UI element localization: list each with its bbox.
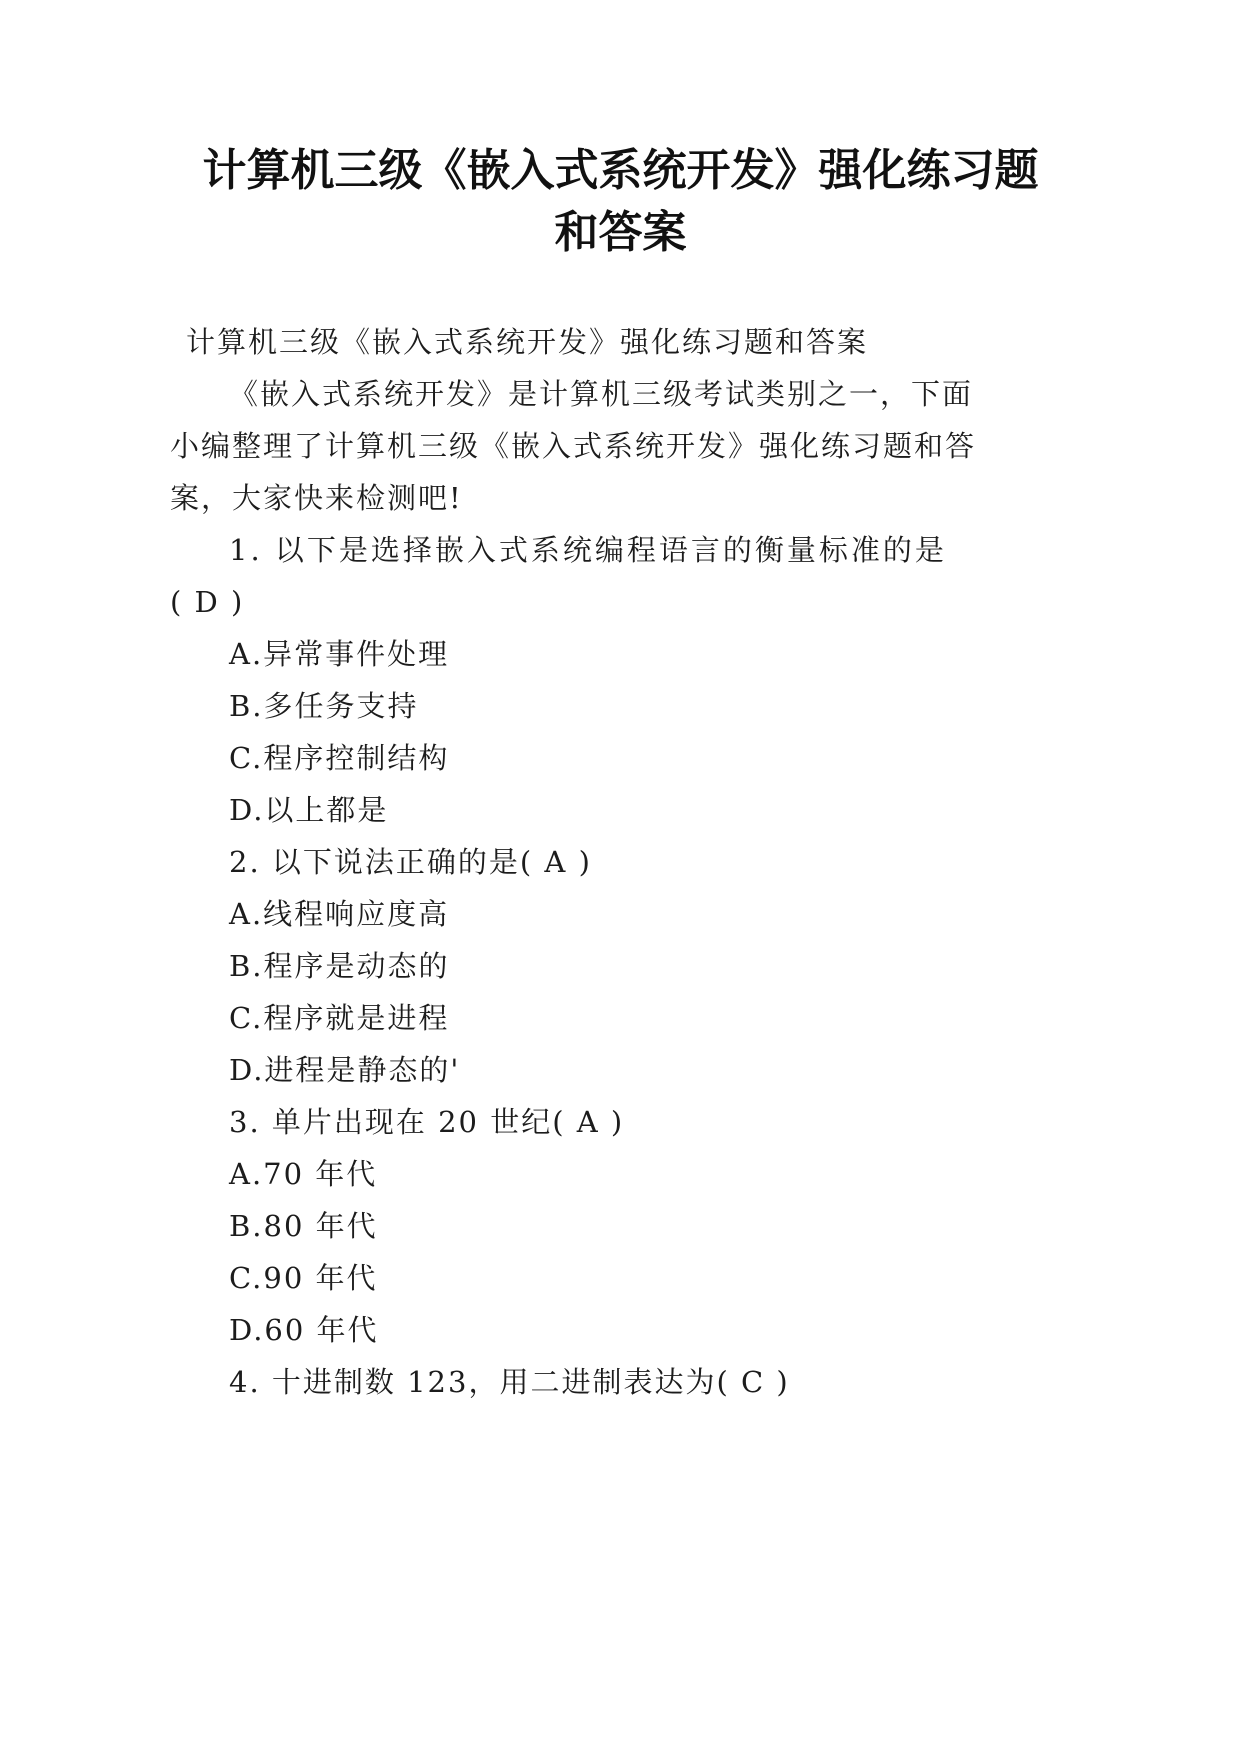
intro-line-2: 小编整理了计算机三级《嵌入式系统开发》强化练习题和答 <box>170 429 977 463</box>
intro-line-3: 案，大家快来检测吧! <box>170 481 463 515</box>
document-title-line-2: 和答案 <box>554 207 687 258</box>
question-3-option-a: A.70 年代 <box>229 1157 378 1191</box>
question-1-stem-line-1: 1. 以下是选择嵌入式系统编程语言的衡量标准的是 <box>229 533 947 567</box>
question-2-option-c: C.程序就是进程 <box>229 1001 450 1035</box>
question-3-option-c: C.90 年代 <box>229 1261 378 1295</box>
question-1-option-d: D.以上都是 <box>229 793 389 827</box>
intro-line-1: 《嵌入式系统开发》是计算机三级考试类别之一，下面 <box>229 377 974 411</box>
question-2-option-b: B.程序是动态的 <box>229 949 450 983</box>
question-2-option-d: D.进程是静态的' <box>229 1053 461 1087</box>
question-1-stem-line-2: ( D ) <box>170 585 245 619</box>
document-title-line-1: 计算机三级《嵌入式系统开发》强化练习题 <box>202 145 1039 196</box>
question-3-stem: 3. 单片出现在 20 世纪( A ) <box>229 1105 625 1139</box>
question-3-option-b: B.80 年代 <box>229 1209 378 1243</box>
question-1-option-a: A.异常事件处理 <box>229 637 450 671</box>
question-2-option-a: A.线程响应度高 <box>229 897 450 931</box>
question-1-option-b: B.多任务支持 <box>229 689 419 723</box>
question-3-option-d: D.60 年代 <box>229 1313 379 1347</box>
subtitle: 计算机三级《嵌入式系统开发》强化练习题和答案 <box>186 325 869 359</box>
question-4-stem: 4. 十进制数 123，用二进制表达为( C ) <box>229 1365 790 1399</box>
question-2-stem: 2. 以下说法正确的是( A ) <box>229 845 592 879</box>
question-1-option-c: C.程序控制结构 <box>229 741 450 775</box>
